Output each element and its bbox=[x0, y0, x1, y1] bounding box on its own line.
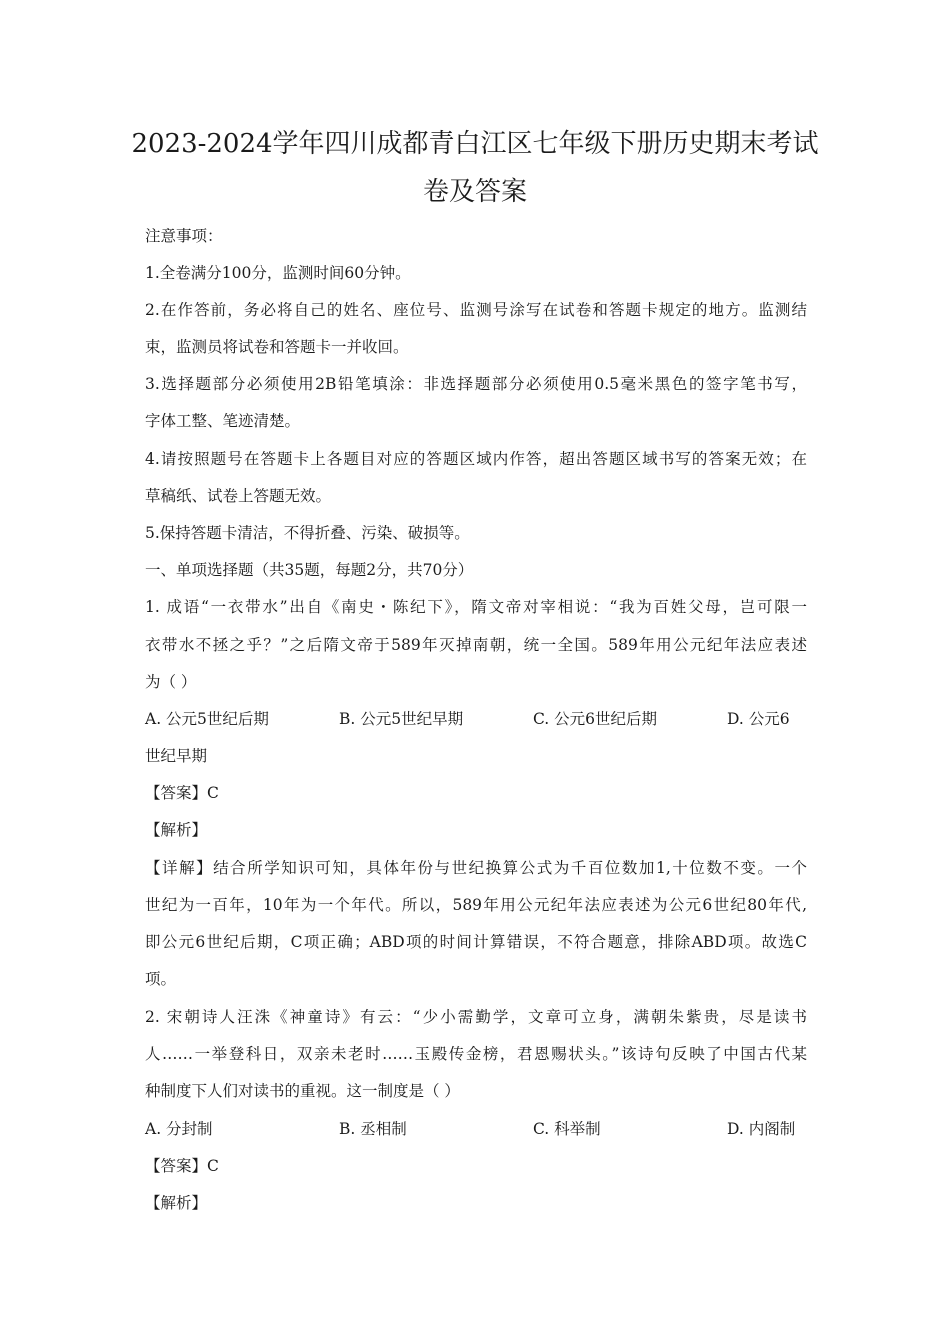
q2-stem-line3: 种制度下人们对读书的重视。这一制度是（ ） bbox=[145, 1082, 460, 1100]
q1-stem-line3: 为（ ） bbox=[145, 673, 197, 691]
q1-detail-line4: 项。 bbox=[145, 970, 177, 988]
notice-item-4-line2: 草稿纸、试卷上答题无效。 bbox=[145, 487, 332, 505]
q1-option-c: C. 公元6世纪后期 bbox=[533, 710, 658, 728]
q1-option-b: B. 公元5世纪早期 bbox=[339, 710, 464, 728]
q1-stem-line1: 1. 成语“一衣带水”出自《南史・陈纪下》，隋文帝对宰相说：“我为百姓父母，岂可限一 bbox=[145, 598, 807, 616]
q1-stem-line2: 衣带水不拯之乎？”之后隋文帝于589年灭掉南朝，统一全国。589年用公元纪年法应表述 bbox=[145, 636, 807, 654]
notice-item-2-line1: 2.在作答前，务必将自己的姓名、座位号、监测号涂写在试卷和答题卡规定的地方。监测结 bbox=[145, 301, 807, 319]
notice-item-4-line1: 4.请按照题号在答题卡上各题目对应的答题区域内作答，超出答题区域书写的答案无效；在 bbox=[145, 450, 807, 468]
q1-option-a: A. 公元5世纪后期 bbox=[145, 710, 269, 728]
section-heading: 一、单项选择题（共35题，每题2分，共70分） bbox=[145, 561, 474, 579]
q2-stem-line2: 人……一举登科日，双亲未老时……玉殿传金榜，君恩赐状头。”该诗句反映了中国古代某 bbox=[145, 1045, 807, 1063]
q2-stem-line1: 2. 宋朝诗人汪洙《神童诗》有云：“少小需勤学，文章可立身，满朝朱紫贵，尽是读书 bbox=[145, 1008, 807, 1026]
q2-option-a: A. 分封制 bbox=[145, 1120, 213, 1138]
q1-detail-line1: 【详解】结合所学知识可知，具体年份与世纪换算公式为千百位数加1,十位数不变。一个 bbox=[145, 859, 807, 877]
notice-item-2-line2: 束，监测员将试卷和答题卡一并收回。 bbox=[145, 338, 409, 356]
document-title-line2: 卷及答案 bbox=[422, 177, 527, 207]
notice-item-3-line2: 字体工整、笔迹清楚。 bbox=[145, 412, 301, 430]
notice-item-5: 5.保持答题卡清洁，不得折叠、污染、破损等。 bbox=[145, 524, 470, 542]
q2-option-b: B. 丞相制 bbox=[339, 1120, 407, 1138]
document-title-line1: 2023-2024学年四川成都青白江区七年级下册历史期末考试 bbox=[131, 129, 819, 159]
notice-heading: 注意事项： bbox=[145, 227, 223, 245]
q1-option-d: D. 公元6 bbox=[727, 710, 790, 728]
q1-detail-line2: 世纪为一百年，10年为一个年代。所以，589年用公元纪年法应表述为公元6世纪80年代, bbox=[145, 896, 807, 914]
q2-option-c: C. 科举制 bbox=[533, 1120, 601, 1138]
q2-answer: 【答案】C bbox=[145, 1157, 219, 1175]
q2-option-d: D. 内阁制 bbox=[727, 1120, 796, 1138]
q1-option-d-continued: 世纪早期 bbox=[145, 747, 208, 765]
q1-answer: 【答案】C bbox=[145, 784, 219, 802]
q2-analysis-label: 【解析】 bbox=[145, 1194, 208, 1212]
q1-analysis-label: 【解析】 bbox=[145, 821, 208, 839]
q1-detail-line3: 即公元6世纪后期，C项正确；ABD项的时间计算错误，不符合题意，排除ABD项。故选C bbox=[145, 933, 807, 951]
notice-item-3-line1: 3.选择题部分必须使用2B铅笔填涂：非选择题部分必须使用0.5毫米黑色的签字笔书写， bbox=[145, 375, 807, 393]
notice-item-1: 1.全卷满分100分，监测时间60分钟。 bbox=[145, 264, 411, 282]
